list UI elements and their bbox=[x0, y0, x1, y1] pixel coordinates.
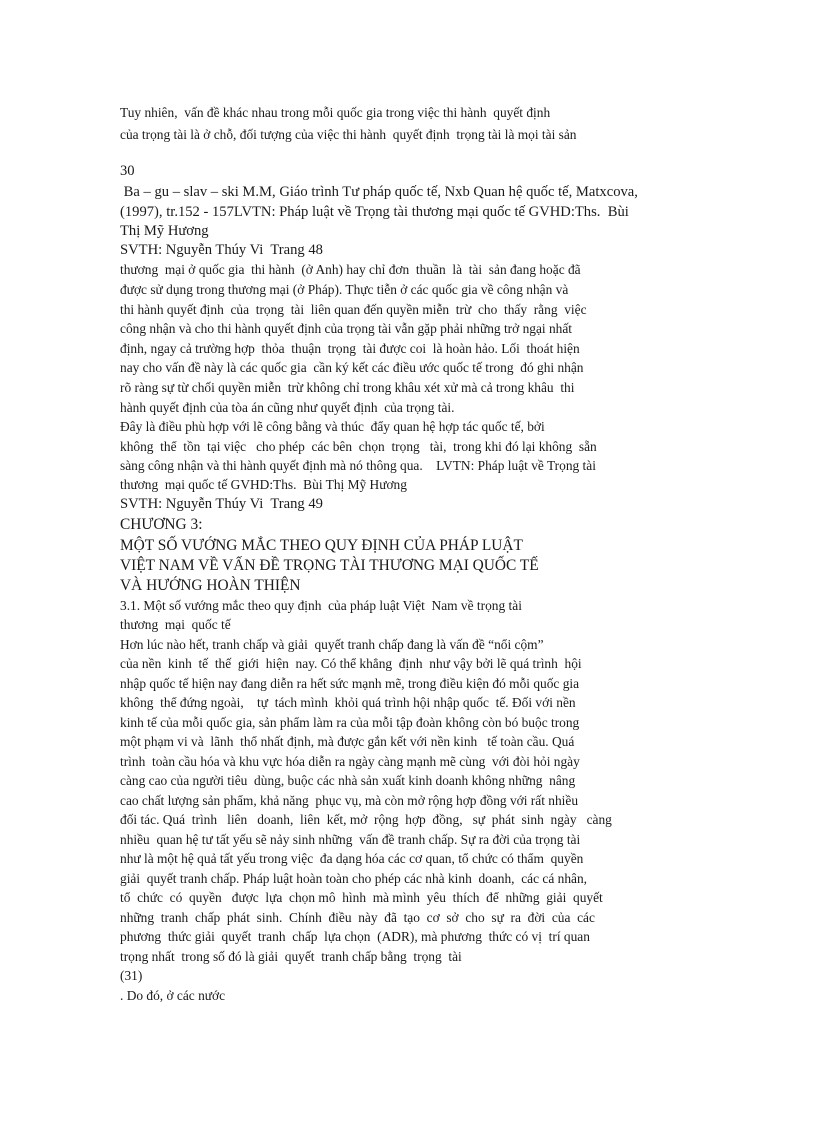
body-line: không thể đứng ngoài, tự tách mình khỏi quá trình hội nhập quốc tế. Đối với nền bbox=[120, 695, 576, 710]
body-line: của nền kinh tế thế giới hiện nay. Có thể khẳng định như vậy bởi lẽ quá trình hội bbox=[120, 656, 582, 671]
body-line: Hơn lúc nào hết, tranh chấp và giải quyết tranh chấp đang là vấn đề “nổi cộm” bbox=[120, 637, 544, 652]
body-line: như là một hệ quả tất yếu trong việc đa dạng hóa các cơ quan, tổ chức có thẩm quyền bbox=[120, 851, 584, 866]
body-line: đối tác. Quá trình liên doanh, liên kết, mở rộng hợp đồng, sự phát sinh ngày càng bbox=[120, 812, 612, 827]
chapter-title-line-2: VIỆT NAM VỀ VẤN ĐỀ TRỌNG TÀI THƯƠNG MẠI QUỐC TẾ bbox=[120, 557, 539, 574]
body-line: giải quyết tranh chấp. Pháp luật hoàn toàn cho phép các nhà kinh doanh, các cá nhân, bbox=[120, 871, 588, 886]
body-line: phương thức giải quyết tranh chấp lựa chọn (ADR), mà phương thức có vị trí quan bbox=[120, 929, 590, 944]
body-line: được sử dụng trong thương mại (ở Pháp). Thực tiễn ở các quốc gia về công nhận và bbox=[120, 282, 569, 297]
body-line: công nhận và cho thi hành quyết định của trọng tài vẫn gặp phải những trở ngại nhất bbox=[120, 321, 573, 336]
final-line: . Do đó, ở các nước bbox=[120, 988, 226, 1003]
section-heading-line-1: 3.1. Một số vướng mắc theo quy định của pháp luật Việt Nam về trọng tài bbox=[120, 598, 522, 613]
body-line: sàng công nhận và thi hành quyết định mà nó thông qua. LVTN: Pháp luật về Trọng tài bbox=[120, 458, 596, 473]
body-line: thương mại ở quốc gia thi hành (ở Anh) hay chỉ đơn thuần là tài sản đang hoặc đã bbox=[120, 262, 581, 277]
footnote-line-1: Ba – gu – slav – ski M.M, Giáo trình Tư pháp quốc tế, Nxb Quan hệ quốc tế, Matxcova, bbox=[120, 184, 638, 200]
intro-line-2: của trọng tài là ở chỗ, đối tượng của việc thi hành quyết định trọng tài là mọi tài sản bbox=[120, 127, 577, 142]
body-line: cao chất lượng sản phẩm, khả năng phục vụ, mà còn mở rộng hợp đồng với rất nhiều bbox=[120, 793, 579, 808]
body-line: không thể tồn tại việc cho phép các bên chọn trọng tài, trong khi đó lại không sẵn bbox=[120, 439, 597, 454]
body-line: Đây là điều phù hợp với lẽ công bằng và thúc đẩy quan hệ hợp tác quốc tế, bởi bbox=[120, 419, 545, 434]
footnote-number: 30 bbox=[120, 163, 135, 179]
footnote-line-3: Thị Mỹ Hương bbox=[120, 223, 209, 239]
section-heading-line-2: thương mại quốc tế bbox=[120, 617, 231, 632]
body-line: nay cho vấn đề này là các quốc gia cần ký kết các điều ước quốc tế trong đó ghi nhận bbox=[120, 360, 584, 375]
body-line: tổ chức có quyền được lựa chọn mô hình mà mình yêu thích để những giải quyết bbox=[120, 890, 603, 905]
footnote-line-2: (1997), tr.152 - 157LVTN: Pháp luật về Trọng tài thương mại quốc tế GVHD:Ths. Bùi bbox=[120, 204, 629, 220]
body-line: những tranh chấp phát sinh. Chính điều này đã tạo cơ sở cho sự ra đời của các bbox=[120, 910, 595, 925]
chapter-title-line-3: VÀ HƯỚNG HOÀN THIỆN bbox=[120, 577, 301, 594]
chapter-title-line-1: MỘT SỐ VƯỚNG MẮC THEO QUY ĐỊNH CỦA PHÁP LUẬT bbox=[120, 537, 523, 554]
body-line: nhập quốc tế hiện nay đang diễn ra hết sức mạnh mẽ, trong điều kiện đó mỗi quốc gia bbox=[120, 676, 580, 691]
body-line: rõ ràng sự từ chối quyền miễn trừ không chỉ trong khâu xét xử mà cả trong khâu thi bbox=[120, 380, 575, 395]
body-line: thương mại quốc tế GVHD:Ths. Bùi Thị Mỹ Hương bbox=[120, 477, 407, 492]
page-marker-49: SVTH: Nguyễn Thúy Vi Trang 49 bbox=[120, 496, 323, 512]
footnote-reference: (31) bbox=[120, 968, 143, 983]
page-marker-48: SVTH: Nguyễn Thúy Vi Trang 48 bbox=[120, 242, 323, 258]
body-line: càng cao của người tiêu dùng, buộc các nhà sản xuất kinh doanh không những nâng bbox=[120, 773, 576, 788]
body-line: định, ngay cả trường hợp thỏa thuận trọng tài được coi là hoàn hảo. Lối thoát hiện bbox=[120, 341, 580, 356]
intro-line-1: Tuy nhiên, vấn đề khác nhau trong mỗi quốc gia trong việc thi hành quyết định bbox=[120, 105, 551, 120]
body-line: nhiều quan hệ tư tất yếu sẽ nảy sinh những vấn đề tranh chấp. Sự ra đời của trọng tài bbox=[120, 832, 581, 847]
body-line: thi hành quyết định của trọng tài liên quan đến quyền miễn trừ cho thấy rằng việc bbox=[120, 302, 587, 317]
body-line: kinh tế của mỗi quốc gia, sản phẩm làm ra của mỗi tập đoàn không còn bó buộc trong bbox=[120, 715, 580, 730]
body-line: hành quyết định của tòa án cũng như quyết định của trọng tài. bbox=[120, 400, 455, 415]
body-line: trình toàn cầu hóa và khu vực hóa diễn ra ngày càng mạnh mẽ cùng với đòi hỏi ngày bbox=[120, 754, 580, 769]
chapter-label: CHƯƠNG 3: bbox=[120, 516, 203, 533]
body-line: một phạm vi và lãnh thổ nhất định, mà được gắn kết với nền kinh tế toàn cầu. Quá bbox=[120, 734, 575, 749]
body-line: trọng nhất trong số đó là giải quyết tranh chấp bằng trọng tài bbox=[120, 949, 462, 964]
